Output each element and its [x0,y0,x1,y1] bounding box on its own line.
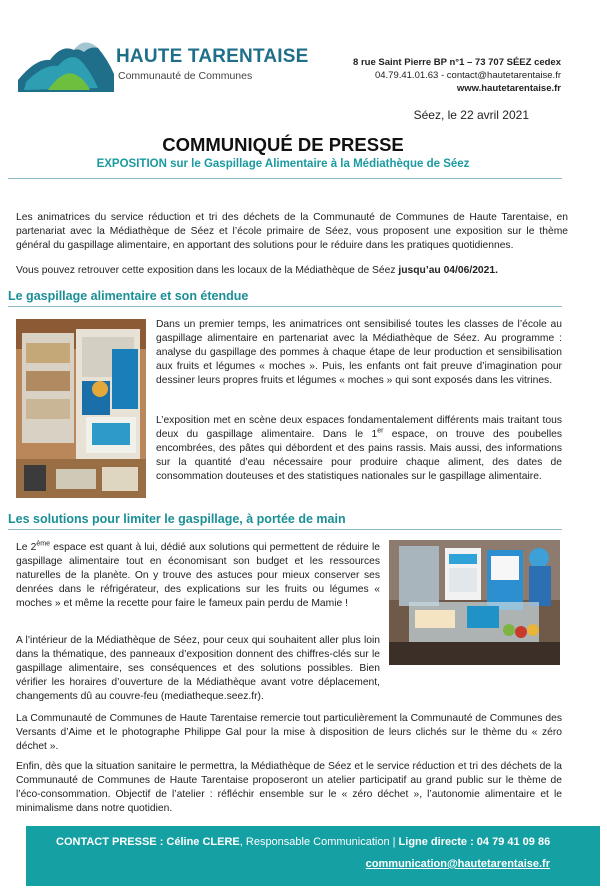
website-link[interactable]: www.hautetarentaise.fr [456,83,561,94]
exhibition-dates-paragraph [16,264,568,278]
document-title: COMMUNIQUÉ DE PRESSE [162,134,404,155]
contact-footer [26,826,600,886]
intro-paragraph: Les animatrices du service réduction et tri des déchets de la Communauté de Communes de Haute Tarentaise, en partenariat avec la Médiathèque de Séez et l’école primaire de Séez, vous proposent une exposition sur le thème général du gaspillage alimentaire, en apportant des solutions pour le réduire dans les pratiques quotidiennes. [16,212,568,251]
superscript: er [377,427,384,435]
press-contact-line [56,836,550,848]
text-run: espace, on trouve des poubelles encombrées, des pâtes qui débordent et des pains rassis. Mais aussi, des informations sur la quantité d’eau nécessaire pour produire chaque aliment, des dates de consommation douteuses et des statistiques nationales sur le gaspillage alimentaire. [156,429,562,482]
title-divider [8,178,562,179]
address-block [353,56,561,95]
logo-subtitle: Communauté de Communes [118,70,253,82]
text-run: Le 2 [16,542,37,553]
contact-email-link[interactable]: communication@hautetarentaise.fr [365,858,550,870]
workshop-paragraph: Enfin, dès que la situation sanitaire le permettra, la Médiathèque de Séez et le service réduction et tri des déchets de la Communauté de Communes de Haute Tarentaise proposeront un atelier participatif au grand public sur le thème de l’éco-consommation. Objectif de l’atelier : réfléchir ensemble sur le « zéro déchet », l’autonomie alimentaire et le minimalisme dans notre quotidien. [16,761,562,814]
phone-number[interactable]: 04 79 41 09 86 [476,836,551,848]
section2-paragraph-1 [16,541,380,611]
section1-paragraph-2 [156,414,562,484]
text-run: L’exposition met en scène deux espaces fondamentalement différents mais traitant tous deux du gaspillage alimentaire. Dans le 1 [156,415,562,440]
document-date: Séez, le 22 avril 2021 [413,108,529,122]
intro-text: Vous pouvez retrouver cette exposition dans les locaux de la Médiathèque de Séez [16,265,399,276]
section2-paragraph-2: A l’intérieur de la Médiathèque de Séez, pour ceux qui souhaitent aller plus loin dans la thématique, des panneaux d’exposition donnent des chiffres-clés sur le gaspillage alimentaire, ses conséquences et des solutions possibles. Bien vérifier les horaires d’ouverture de la Médiathèque avant votre déplacement, changements dû au couvre-feu (mediatheque.seez.fr). [16,635,380,702]
section1-paragraph-1: Dans un premier temps, les animatrices ont sensibilisé toutes les classes de l’école au gaspillage alimentaire en partenariat avec la Médiathèque de Séez. Au programme : analyse du gaspillage des pommes à chaque étape de leur production et sensibilisation aux fruits et légumes « moches ». Puis, les enfants ont fait preuve d’imagination pour dessiner leurs propres fruits et légumes « moches » qui sont exposés dans les vitrines. [156,319,562,386]
contact-line[interactable]: 04.79.41.01.63 - contact@hautetarentaise.fr [374,70,561,81]
exhibition-photo-display-case [389,540,560,665]
text-run: espace est quant à lui, dédié aux solutions qui permettent de réduire le gaspillage alimentaire tout en économisant son budget et les ressources naturelles de la planète. On y trouve des astuces pour mieux conserver ses denrées dans le réfrigérateur, des explications sur les fruits ou légumes « moches » et même la recette pour faire le fameux pain perdu de Mamie ! [16,542,380,609]
document-subtitle: EXPOSITION sur le Gaspillage Alimentaire à la Médiathèque de Séez [96,158,470,170]
thanks-paragraph: La Communauté de Communes de Haute Tarentaise remercie tout particulièrement la Communauté de Communes des Versants d’Aime et le photographe Philippe Gal pour la mise à disposition de leurs clichés sur le thème du « zéro déchet ». [16,713,562,752]
exhibition-photo-showcase [16,319,146,498]
section-heading-extent: Le gaspillage alimentaire et son étendue [8,289,562,307]
section-heading-solutions: Les solutions pour limiter le gaspillage, à portée de main [8,512,562,530]
superscript: ème [36,540,50,548]
address-line: 8 rue Saint Pierre BP n°1 – 73 707 SÉEZ cedex [353,57,561,68]
end-date: jusqu’au 04/06/2021. [398,265,498,276]
phone-label: Ligne directe : [398,836,477,848]
contact-role: , Responsable Communication | [239,836,399,848]
contact-name: CONTACT PRESSE : Céline CLERE [56,836,240,848]
logo-name: HAUTE TARENTAISE [116,46,309,67]
